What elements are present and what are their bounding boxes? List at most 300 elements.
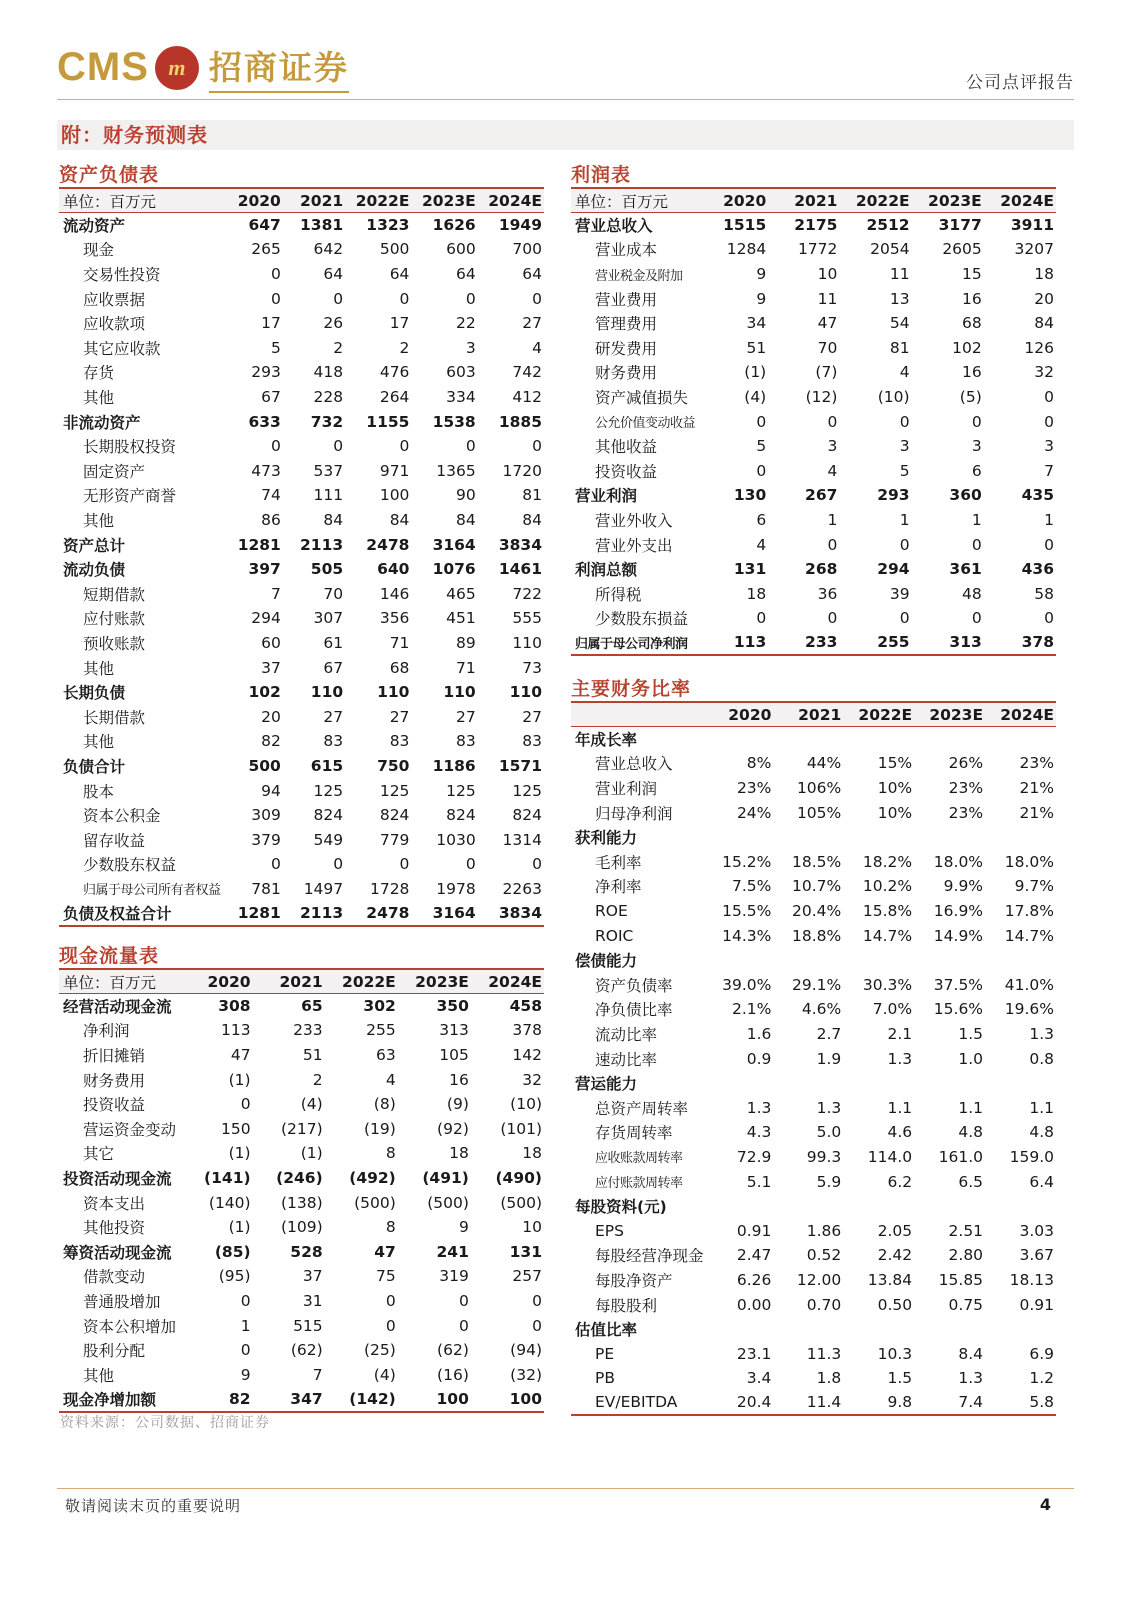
row-value: 228 — [313, 388, 344, 407]
row-value: 4.8 — [958, 1123, 984, 1142]
row-value: 110 — [443, 683, 476, 702]
row-value: 294 — [877, 560, 910, 579]
row-label: 现金 — [83, 241, 115, 260]
row-value: 60 — [261, 633, 281, 652]
row-value: 1.5 — [958, 1025, 984, 1044]
row-value: 51 — [302, 1046, 323, 1065]
row-value: 17.8% — [1004, 902, 1054, 921]
row-value — [843, 1317, 914, 1342]
row-value: 0 — [1044, 609, 1054, 628]
row-value: 267 — [805, 486, 838, 505]
row-value: 824 — [446, 806, 476, 825]
row-value: 113 — [697, 631, 768, 656]
table-row — [571, 606, 1056, 631]
income-statement-table — [571, 187, 1056, 656]
table-row — [571, 1243, 1056, 1268]
row-value: 2054 — [870, 240, 910, 259]
income-statement-title: 利润表 — [571, 164, 632, 186]
row-label: 财务费用 — [595, 364, 658, 383]
row-label: 资本公积金 — [83, 807, 161, 826]
row-value: 1.1 — [1029, 1098, 1054, 1117]
row-value: 14.3% — [722, 926, 772, 945]
row-label: 其它 — [83, 1145, 115, 1164]
row-value: 114.0 — [867, 1147, 913, 1166]
row-value: 41.0% — [1004, 975, 1054, 994]
row-value: (500) — [427, 1193, 469, 1212]
row-value: 2.1 — [887, 1025, 913, 1044]
row-value: 0 — [399, 855, 410, 874]
row-label: 每股股利 — [595, 1296, 658, 1315]
row-value: 3164 — [432, 535, 476, 554]
row-value: (1) — [228, 1218, 251, 1237]
row-value: 16.9% — [933, 902, 984, 921]
row-value: 1155 — [366, 412, 410, 431]
row-value: 126 — [1024, 338, 1054, 357]
row-value: 0 — [827, 535, 838, 554]
row-value: 1.3 — [1029, 1025, 1054, 1044]
row-value: 600 — [446, 240, 476, 259]
table-row — [59, 606, 544, 631]
year-header: 2022E — [839, 188, 911, 213]
table-row — [59, 385, 544, 410]
table-row — [59, 994, 544, 1019]
row-value: 82 — [261, 732, 281, 751]
year-header: 2020 — [704, 702, 774, 727]
row-value: 31 — [302, 1292, 323, 1311]
row-value: (1) — [300, 1144, 323, 1163]
row-value: 1281 — [237, 535, 281, 554]
row-label: EPS — [595, 1221, 624, 1240]
row-label: 无形资产商誉 — [83, 487, 177, 506]
row-value: 4 — [532, 338, 542, 357]
row-label: 负债合计 — [63, 757, 126, 776]
row-value: 0 — [399, 437, 410, 456]
row-value: 1323 — [366, 216, 410, 235]
row-label: 归母净利润 — [595, 804, 673, 823]
table-row — [571, 1391, 1056, 1416]
row-label: 投资收益 — [83, 1096, 146, 1115]
table-row — [59, 1018, 544, 1043]
row-value: 435 — [1021, 486, 1054, 505]
row-label: 偿债能力 — [575, 952, 638, 971]
row-value: 347 — [253, 1387, 325, 1412]
row-value: 64 — [455, 265, 476, 284]
row-label: 存货周转率 — [595, 1124, 673, 1143]
row-label: 短期借款 — [83, 585, 146, 604]
row-value: 1314 — [502, 830, 542, 849]
year-header: 2021 — [773, 702, 843, 727]
table-row — [59, 1190, 544, 1215]
row-label: 其他收益 — [595, 438, 658, 457]
row-label: 少数股东损益 — [595, 610, 689, 629]
row-value: 1772 — [797, 240, 838, 259]
row-value: 4.6% — [801, 1000, 842, 1019]
table-row — [571, 1218, 1056, 1243]
row-value: 7.4 — [914, 1391, 985, 1416]
row-value: 6.26 — [736, 1270, 772, 1289]
row-value: 549 — [313, 830, 344, 849]
row-value: 1076 — [432, 560, 476, 579]
row-label: 存货 — [83, 364, 115, 383]
row-value: 51 — [746, 338, 767, 357]
row-value: 1626 — [432, 216, 476, 235]
row-value: 1.8 — [816, 1369, 842, 1388]
row-value: (95) — [218, 1267, 251, 1286]
table-row — [571, 483, 1056, 508]
row-value: 74 — [261, 486, 281, 505]
row-value: 6.4 — [1029, 1172, 1054, 1191]
table-row — [571, 751, 1056, 776]
row-value: 71 — [389, 633, 410, 652]
row-value: 0 — [270, 437, 281, 456]
row-label: 营业费用 — [595, 290, 658, 309]
row-value: 308 — [218, 997, 251, 1016]
row-value: 0 — [240, 1341, 251, 1360]
row-value: 27 — [389, 707, 410, 726]
row-value: 0.8 — [1029, 1049, 1054, 1068]
row-value: 0 — [333, 855, 344, 874]
row-value: 75 — [376, 1267, 396, 1286]
row-value — [773, 1071, 843, 1096]
row-value: 2.05 — [877, 1221, 913, 1240]
row-value: 14.7% — [1004, 926, 1054, 945]
row-value: 350 — [436, 997, 469, 1016]
row-label: 借款变动 — [83, 1268, 146, 1287]
row-value: (1) — [744, 363, 767, 382]
row-value: 2478 — [345, 901, 411, 926]
appendix-title: 附：财务预测表 — [57, 120, 1074, 150]
row-value: 61 — [323, 633, 344, 652]
logo-cms-text: CMS — [57, 45, 149, 89]
row-value: 313 — [912, 631, 984, 656]
row-value: 2113 — [283, 901, 345, 926]
row-value: 159.0 — [1009, 1147, 1054, 1166]
row-value: 0 — [971, 412, 982, 431]
row-value: 16 — [449, 1070, 469, 1089]
row-value — [843, 825, 914, 850]
row-value: 48 — [962, 584, 982, 603]
row-value: 34 — [746, 314, 767, 333]
row-value: 11.4 — [773, 1391, 843, 1416]
row-value: 9 — [459, 1218, 469, 1237]
row-label: EV/EBITDA — [571, 1391, 704, 1416]
logo-chinese-text: 招商证券 — [209, 42, 349, 93]
row-label: 财务费用 — [83, 1071, 146, 1090]
row-value — [985, 825, 1056, 850]
row-value: 0.91 — [1019, 1295, 1054, 1314]
row-value: 4 — [385, 1070, 396, 1089]
table-row — [59, 729, 544, 754]
row-value: 0 — [756, 609, 767, 628]
table-row — [59, 1141, 544, 1166]
table-row — [571, 1169, 1056, 1194]
row-value: (62) — [437, 1341, 469, 1360]
row-value: 4 — [756, 535, 767, 554]
row-value: 15% — [877, 754, 913, 773]
table-row — [59, 1264, 544, 1289]
balance-sheet-table — [59, 187, 544, 927]
row-value: 47 — [817, 314, 838, 333]
row-value: 5.0 — [816, 1123, 842, 1142]
row-value: 3.67 — [1019, 1246, 1054, 1265]
row-value: 418 — [313, 363, 344, 382]
row-value: 18.13 — [1009, 1270, 1054, 1289]
row-value: 111 — [313, 486, 344, 505]
row-value: (492) — [349, 1169, 396, 1188]
row-value: (7) — [815, 363, 838, 382]
row-value: 2.51 — [948, 1221, 984, 1240]
row-value: 241 — [436, 1242, 469, 1261]
row-value: 83 — [389, 732, 410, 751]
table-row — [571, 237, 1056, 262]
row-value: 5 — [899, 461, 910, 480]
table-row — [59, 877, 544, 902]
row-value: 0 — [971, 609, 982, 628]
row-value: 294 — [251, 609, 281, 628]
footer-divider — [57, 1488, 1074, 1489]
row-value: 473 — [251, 461, 281, 480]
page-header — [57, 38, 1074, 100]
table-row — [571, 1292, 1056, 1317]
row-value: 16 — [962, 363, 982, 382]
row-value: 1.3 — [887, 1049, 913, 1068]
row-value: 19.6% — [1004, 1000, 1054, 1019]
row-value: 18.5% — [792, 852, 842, 871]
row-value: 18 — [449, 1144, 469, 1163]
row-value: 90 — [455, 486, 476, 505]
table-row — [59, 483, 544, 508]
row-value: 6.2 — [887, 1172, 913, 1191]
table-row — [571, 825, 1056, 850]
table-row — [59, 532, 544, 557]
row-value: 18.2% — [862, 852, 913, 871]
row-value: 86 — [261, 511, 281, 530]
row-label: 其他 — [83, 659, 115, 678]
row-label: 营运能力 — [575, 1075, 638, 1094]
table-row — [59, 1240, 544, 1265]
year-header: 2020 — [697, 188, 768, 213]
row-value: 255 — [366, 1021, 396, 1040]
row-value: (109) — [280, 1218, 323, 1237]
row-value: (94) — [510, 1341, 542, 1360]
table-row — [59, 704, 544, 729]
row-value: 451 — [446, 609, 476, 628]
row-value: 361 — [949, 560, 982, 579]
row-label: 资产负债率 — [595, 976, 673, 995]
row-label: 营业总收入 — [575, 217, 653, 236]
row-value: 142 — [512, 1046, 542, 1065]
row-value: 150 — [220, 1119, 251, 1138]
row-value: 1728 — [369, 879, 410, 898]
row-value: 397 — [248, 560, 281, 579]
row-value: (4) — [744, 388, 767, 407]
row-value: 9 — [756, 289, 767, 308]
row-value: 2 — [333, 338, 344, 357]
row-value: 5.1 — [746, 1172, 772, 1191]
row-label: 营业总收入 — [595, 755, 673, 774]
row-value: 1.6 — [746, 1025, 772, 1044]
table-row — [59, 1363, 544, 1388]
table-row — [59, 827, 544, 852]
row-label: 应收账款周转率 — [595, 1151, 683, 1167]
row-value: 37.5% — [933, 975, 984, 994]
table-row — [571, 1120, 1056, 1145]
table-row — [59, 1166, 544, 1191]
row-label: 资产总计 — [63, 536, 126, 555]
row-value: (101) — [500, 1119, 542, 1138]
row-value: 378 — [984, 631, 1056, 656]
row-label: 少数股东权益 — [83, 856, 177, 875]
row-label: 每股资料(元) — [575, 1198, 667, 1217]
row-value: 0 — [240, 1095, 251, 1114]
row-value — [704, 948, 774, 973]
row-label: 估值比率 — [575, 1321, 638, 1340]
row-label: 固定资产 — [83, 462, 146, 481]
row-value: 15.6% — [933, 1000, 984, 1019]
row-label: 净负债比率 — [595, 1001, 673, 1020]
row-value: 110 — [377, 683, 410, 702]
year-header: 2024E — [985, 702, 1056, 727]
row-label: 预收账款 — [83, 634, 146, 653]
row-value: 82 — [181, 1387, 253, 1412]
row-label: 筹资活动现金流 — [63, 1243, 172, 1262]
unit-label: 单位：百万元 — [571, 188, 697, 213]
row-value: 412 — [512, 388, 542, 407]
row-value: 84 — [455, 511, 476, 530]
table-row — [59, 582, 544, 607]
table-row — [59, 336, 544, 361]
table-row — [571, 1366, 1056, 1391]
table-row — [59, 262, 544, 287]
row-value: 233 — [293, 1021, 323, 1040]
row-label: 流动比率 — [595, 1026, 658, 1045]
row-value: 24% — [736, 803, 772, 822]
row-label: 其他 — [83, 512, 115, 531]
row-value: 722 — [512, 584, 542, 603]
row-value: 9 — [756, 265, 767, 284]
row-value: 309 — [251, 806, 281, 825]
row-value: 84 — [323, 511, 344, 530]
row-value: 21% — [1019, 779, 1054, 798]
row-label: 投资活动现金流 — [63, 1170, 172, 1189]
row-value: 642 — [313, 240, 344, 259]
row-value: 18.0% — [1004, 852, 1054, 871]
row-label: 流动负债 — [63, 561, 126, 580]
row-value: (1) — [228, 1144, 251, 1163]
table-row — [571, 1194, 1056, 1219]
row-label: 投资收益 — [595, 462, 658, 481]
row-label: 公允价值变动收益 — [595, 416, 696, 432]
table-row — [59, 803, 544, 828]
row-value: 8 — [385, 1218, 396, 1237]
row-value: 742 — [512, 363, 542, 382]
row-label: 利润总额 — [575, 561, 638, 580]
row-value: 70 — [323, 584, 344, 603]
row-value: (10) — [877, 388, 910, 407]
row-value: 30.3% — [862, 975, 913, 994]
row-value: (10) — [510, 1095, 542, 1114]
table-row — [571, 850, 1056, 875]
row-value: 824 — [379, 806, 410, 825]
row-value: (92) — [437, 1119, 469, 1138]
row-label: 归属于母公司所有者权益 — [83, 883, 221, 899]
row-value: 356 — [379, 609, 410, 628]
row-value: (32) — [510, 1365, 542, 1384]
data-source-note: 资料来源：公司数据、招商证券 — [60, 1415, 270, 1431]
row-value: 257 — [512, 1267, 542, 1286]
table-row — [571, 899, 1056, 924]
row-value: 3164 — [411, 901, 477, 926]
row-value: 2.47 — [736, 1246, 772, 1265]
unit-label: 单位：百万元 — [59, 188, 221, 213]
row-value: (16) — [437, 1365, 469, 1384]
row-value: 5 — [270, 338, 281, 357]
row-value: 130 — [733, 486, 767, 505]
row-value: 15 — [962, 265, 982, 284]
row-value: (1) — [228, 1070, 251, 1089]
table-row — [59, 655, 544, 680]
row-value: 71 — [455, 658, 476, 677]
row-value: 360 — [949, 486, 982, 505]
row-value: 633 — [248, 412, 281, 431]
row-value: 11 — [889, 265, 910, 284]
row-label: 其他 — [83, 733, 115, 752]
row-value: 7.0% — [872, 1000, 913, 1019]
row-value: 0.9 — [746, 1049, 772, 1068]
row-value: 10.7% — [792, 877, 842, 896]
row-value: 17 — [261, 314, 281, 333]
year-header: 2020 — [221, 188, 283, 213]
row-label: 长期股权投资 — [83, 438, 177, 457]
row-value: 81 — [522, 486, 542, 505]
row-value: 4.8 — [1029, 1123, 1054, 1142]
row-label: ROIC — [595, 926, 634, 945]
row-value: 16 — [962, 289, 982, 308]
table-row — [59, 1067, 544, 1092]
row-label: PB — [595, 1369, 615, 1388]
row-value: (85) — [214, 1242, 251, 1261]
row-value: 265 — [251, 240, 281, 259]
row-value: 1365 — [436, 461, 476, 480]
row-value: (9) — [446, 1095, 469, 1114]
row-value: 84 — [389, 511, 410, 530]
row-value: 9.8 — [843, 1391, 914, 1416]
row-value: 27 — [522, 314, 542, 333]
row-value: 2263 — [502, 879, 542, 898]
row-value: 131 — [733, 560, 767, 579]
row-value: 27 — [455, 707, 476, 726]
unit-label: 单位：百万元 — [59, 969, 181, 994]
row-value: 2 — [399, 338, 410, 357]
row-value: 465 — [446, 584, 476, 603]
row-value: 0.00 — [736, 1295, 772, 1314]
row-value: 7 — [312, 1365, 323, 1384]
row-value: 293 — [877, 486, 910, 505]
table-row — [571, 727, 1056, 752]
row-value: (19) — [363, 1119, 396, 1138]
row-value: 0 — [899, 412, 910, 431]
table-row — [59, 237, 544, 262]
row-value: 500 — [379, 240, 410, 259]
row-label: 应收票据 — [83, 290, 146, 309]
row-label: 营业税金及附加 — [595, 268, 683, 284]
row-value: 10 — [817, 265, 838, 284]
row-value: 2.1% — [732, 1000, 772, 1019]
row-value: 0 — [240, 1292, 251, 1311]
table-row — [571, 997, 1056, 1022]
footer-disclaimer: 敬请阅读末页的重要说明 — [65, 1497, 242, 1515]
row-value: 1.86 — [806, 1221, 842, 1240]
